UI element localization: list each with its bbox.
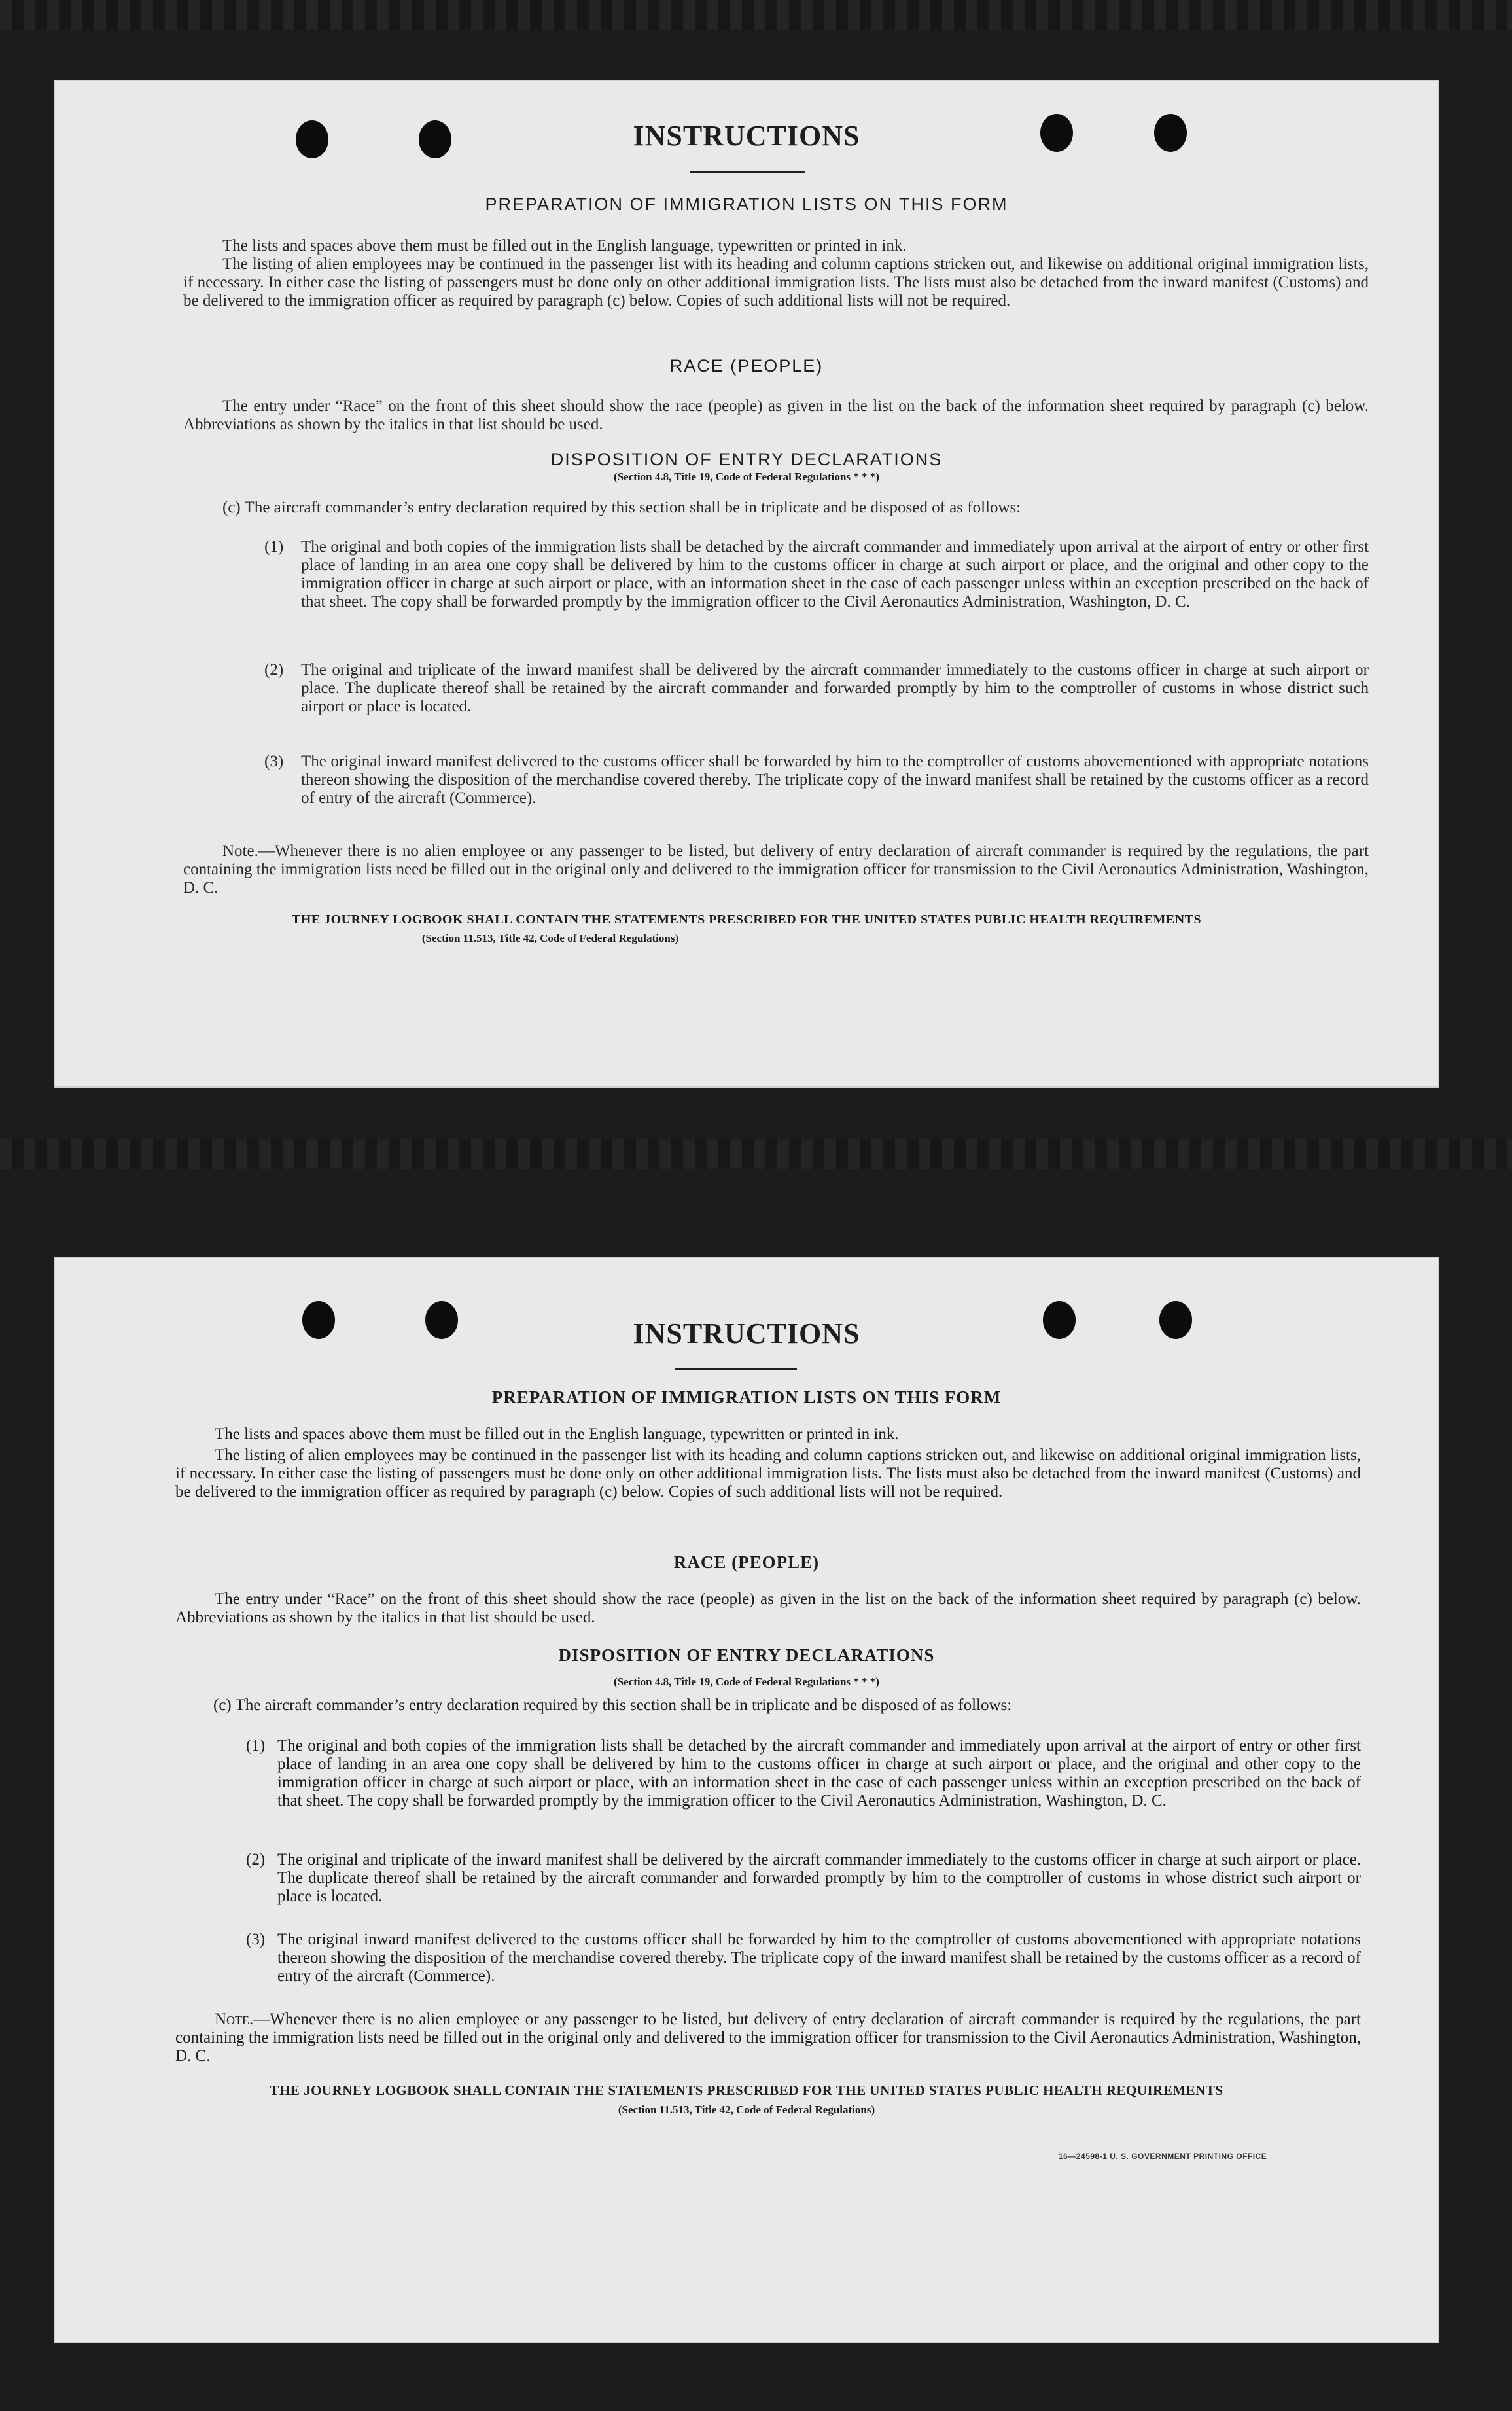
list-item-number: (3) bbox=[264, 753, 284, 770]
paragraph-c-intro: (c) The aircraft commander’s entry declaration required by this section shall be in triplicate and be disposed of as follows: bbox=[222, 499, 1021, 516]
preparation-paragraph-1: The lists and spaces above them must be filled out in the English language, typewritten or printed in ink. bbox=[222, 237, 907, 255]
instruction-sheet-top bbox=[54, 80, 1439, 1088]
journey-logbook-statement: THE JOURNEY LOGBOOK SHALL CONTAIN THE STATEMENTS PRESCRIBED FOR THE UNITED STATES PUBLIC HEALTH REQUIREMENTS bbox=[291, 912, 1202, 927]
list-item bbox=[264, 753, 1369, 808]
journey-logbook-statement: THE JOURNEY LOGBOOK SHALL CONTAIN THE STATEMENTS PRESCRIBED FOR THE UNITED STATES PUBLIC HEALTH REQUIREMENTS bbox=[270, 2082, 1223, 2098]
section-heading-preparation: PREPARATION OF IMMIGRATION LISTS ON THIS FORM bbox=[491, 1387, 1002, 1407]
list-item bbox=[246, 1851, 1361, 1906]
list-item-number: (3) bbox=[246, 1931, 266, 1948]
list-item-number: (2) bbox=[264, 661, 284, 679]
section-heading-disposition: DISPOSITION OF ENTRY DECLARATIONS bbox=[550, 450, 943, 469]
preparation-paragraph-2: The listing of alien employees may be continued in the passenger list with its heading and column captions stricken out, and likewise on additional original immigration lists, if necessary. In either case the listing of passengers must be done only on other additional immigration lists. The lists must also be detached from the inward manifest (Customs) and be delivered to the immigration officer as required by paragraph (c) below. Copies of such additional lists will not be required. bbox=[175, 1446, 1361, 1501]
section-heading-preparation: PREPARATION OF IMMIGRATION LISTS ON THIS FORM bbox=[485, 194, 1008, 214]
list-item bbox=[246, 1737, 1361, 1810]
list-item-number: (1) bbox=[246, 1737, 266, 1755]
film-edge-middle bbox=[0, 1139, 1512, 1169]
section-heading-disposition: DISPOSITION OF ENTRY DECLARATIONS bbox=[558, 1645, 935, 1665]
journey-logbook-citation: (Section 11.513, Title 42, Code of Federal Regulations) bbox=[421, 932, 679, 944]
list-item-number: (1) bbox=[264, 538, 284, 556]
section-heading-race: RACE (PEOPLE) bbox=[669, 356, 824, 376]
title-rule bbox=[690, 171, 805, 173]
list-item-text: The original inward manifest delivered to the customs officer shall be forwarded by him to the comptroller of customs abovementioned with appropriate notations thereon showing the disposition of the merchandise covered thereby. The triplicate copy of the inward manifest shall be retained by the customs officer as a record of entry of the aircraft (Commerce). bbox=[277, 1931, 1361, 1985]
note-text: —Whenever there is no alien employee or any passenger to be listed, but delivery of entry declaration of aircraft commander is required by the regulations, the part containing the immigration lists need be filled out in the original only and delivered to the immigration officer for transmission to the Civil Aeronautics Administration, Washington, D. C. bbox=[175, 2010, 1361, 2065]
race-paragraph: The entry under “Race” on the front of this sheet should show the race (people) as given in the list on the back of the information sheet required by paragraph (c) below. Abbreviations as shown by the italics in that list should be used. bbox=[183, 397, 1369, 433]
paragraph-c-intro: (c) The aircraft commander’s entry declaration required by this section shall be in triplicate and be disposed of as follows: bbox=[213, 1696, 1012, 1714]
list-item-number: (2) bbox=[246, 1851, 266, 1868]
disposition-citation: (Section 4.8, Title 19, Code of Federal Regulations * * *) bbox=[614, 471, 879, 483]
instruction-sheet-bottom bbox=[54, 1257, 1439, 2343]
disposition-citation: (Section 4.8, Title 19, Code of Federal Regulations * * *) bbox=[614, 1675, 879, 1688]
list-item bbox=[264, 661, 1369, 716]
list-item-text: The original inward manifest delivered to the customs officer shall be forwarded by him to the comptroller of customs abovementioned with appropriate notations thereon showing the disposition of the merchandise covered thereby. The triplicate copy of the inward manifest shall be retained by the customs officer as a record of entry of the aircraft (Commerce). bbox=[301, 753, 1369, 807]
page-title: INSTRUCTIONS bbox=[633, 120, 860, 152]
title-rule bbox=[675, 1368, 797, 1370]
journey-logbook-citation: (Section 11.513, Title 42, Code of Federal Regulations) bbox=[618, 2103, 875, 2116]
list-item bbox=[264, 538, 1369, 611]
list-item-text: The original and triplicate of the inward manifest shall be delivered by the aircraft commander immediately to the customs officer in charge at such airport or place. The duplicate thereof shall be retained by the aircraft commander and forwarded promptly by him to the comptroller of customs in whose district such airport or place is located. bbox=[277, 1851, 1361, 1905]
list-item-text: The original and triplicate of the inward manifest shall be delivered by the aircraft commander immediately to the customs officer in charge at such airport or place. The duplicate thereof shall be retained by the aircraft commander and forwarded promptly by him to the comptroller of customs in whose district such airport or place is located. bbox=[301, 661, 1369, 715]
list-item-text: The original and both copies of the immigration lists shall be detached by the aircraft commander and immediately upon arrival at the airport of entry or other first place of landing in an area one copy shall be delivered by him to the customs officer in charge at such airport or place, and the original and other copy to the immigration officer in charge at such airport or place, with an information sheet in the case of each passenger unless within an exception prescribed on the back of that sheet. The copy shall be forwarded promptly by the immigration officer to the Civil Aeronautics Administration, Washington, D. C. bbox=[277, 1737, 1361, 1810]
note-paragraph: Note.—Whenever there is no alien employee or any passenger to be listed, but delivery of entry declaration of aircraft commander is required by the regulations, the part containing the immigration lists need be filled out in the original only and delivered to the immigration officer for transmission to the Civil Aeronautics Administration, Washington, D. C. bbox=[183, 842, 1369, 897]
list-item bbox=[246, 1931, 1361, 1986]
list-item-text: The original and both copies of the immigration lists shall be detached by the aircraft commander and immediately upon arrival at the airport of entry or other first place of landing in an area one copy shall be delivered by him to the customs officer in charge at such airport or place, and the original and other copy to the immigration officer in charge at such airport or place, with an information sheet in the case of each passenger unless within an exception prescribed on the back of that sheet. The copy shall be forwarded promptly by the immigration officer to the Civil Aeronautics Administration, Washington, D. C. bbox=[301, 538, 1369, 611]
printer-imprint: 16—24598-1 U. S. GOVERNMENT PRINTING OFFICE bbox=[1059, 2152, 1267, 2161]
film-edge-top bbox=[0, 0, 1512, 30]
page-title: INSTRUCTIONS bbox=[633, 1317, 860, 1349]
preparation-paragraph-1: The lists and spaces above them must be filled out in the English language, typewritten or printed in ink. bbox=[215, 1425, 899, 1443]
race-paragraph: The entry under “Race” on the front of this sheet should show the race (people) as given in the list on the back of the information sheet required by paragraph (c) below. Abbreviations as shown by the italics in that list should be used. bbox=[175, 1590, 1361, 1626]
note-label: Note. bbox=[215, 2010, 254, 2028]
note-paragraph bbox=[175, 2010, 1361, 2065]
section-heading-race: RACE (PEOPLE) bbox=[673, 1552, 820, 1572]
preparation-paragraph-2: The listing of alien employees may be continued in the passenger list with its heading and column captions stricken out, and likewise on additional original immigration lists, if necessary. In either case the listing of passengers must be done only on other additional immigration lists. The lists must also be detached from the inward manifest (Customs) and be delivered to the immigration officer as required by paragraph (c) below. Copies of such additional lists will not be required. bbox=[183, 255, 1369, 310]
